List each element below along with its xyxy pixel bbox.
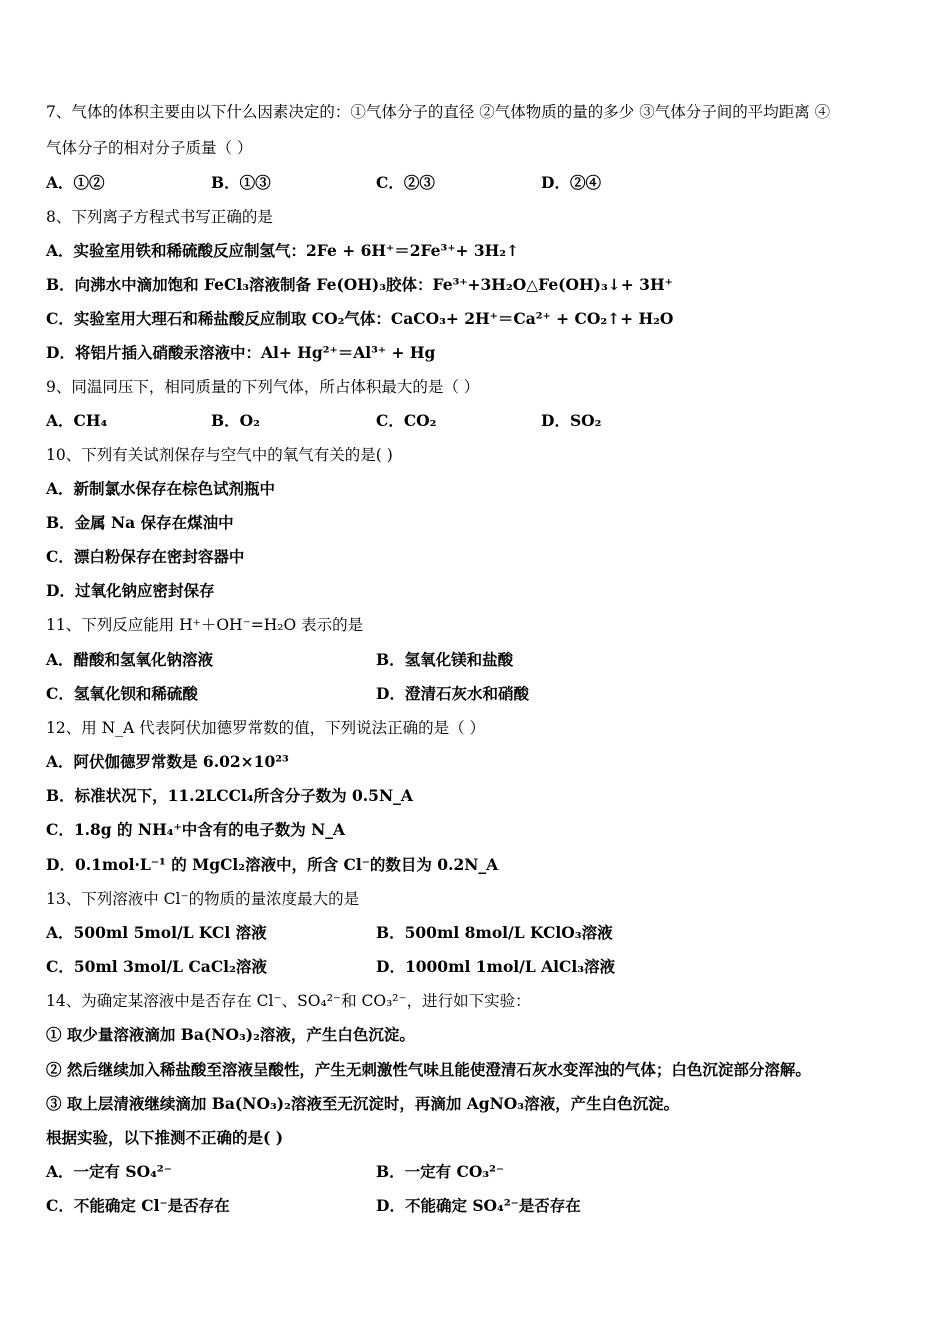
- q14-question: 根据实验，以下推测不正确的是( ): [46, 1128, 284, 1147]
- q13-option-a[interactable]: A．500ml 5mol/L KCl 溶液: [46, 923, 267, 942]
- q7-option-a[interactable]: A．①②: [46, 173, 105, 192]
- q11-option-d[interactable]: D．澄清石灰水和硝酸: [376, 684, 529, 703]
- q8-stem: 8、下列离子方程式书写正确的是: [46, 208, 273, 226]
- q14-option-d[interactable]: D．不能确定 SO₄²⁻是否存在: [376, 1196, 581, 1215]
- q11-option-a[interactable]: A．醋酸和氢氧化钠溶液: [46, 650, 214, 669]
- q11-option-c[interactable]: C．氢氧化钡和稀硫酸: [46, 684, 198, 703]
- q13-option-c[interactable]: C．50ml 3mol/L CaCl₂溶液: [46, 957, 267, 976]
- q13-option-d[interactable]: D．1000ml 1mol/L AlCl₃溶液: [376, 957, 616, 976]
- q11-option-b[interactable]: B．氢氧化镁和盐酸: [376, 650, 514, 669]
- q7-option-d[interactable]: D．②④: [541, 173, 601, 192]
- q13-stem: 13、下列溶液中 Cl⁻的物质的量浓度最大的是: [46, 890, 360, 908]
- q14-option-b[interactable]: B．一定有 CO₃²⁻: [376, 1162, 505, 1181]
- q7-option-c[interactable]: C．②③: [376, 173, 435, 192]
- q10-option-c[interactable]: C．漂白粉保存在密封容器中: [46, 547, 245, 566]
- q10-option-b[interactable]: B．金属 Na 保存在煤油中: [46, 513, 234, 532]
- q14-stem: 14、为确定某溶液中是否存在 Cl⁻、SO₄²⁻和 CO₃²⁻，进行如下实验：: [46, 992, 531, 1010]
- q14-option-c[interactable]: C．不能确定 Cl⁻是否存在: [46, 1196, 230, 1215]
- q11-stem: 11、下列反应能用 H⁺＋OH⁻=H₂O 表示的是: [46, 616, 364, 634]
- q8-option-b[interactable]: B．向沸水中滴加饱和 FeCl₃溶液制备 Fe(OH)₃胶体：Fe³⁺+3H₂O△Fe(OH)₃↓+ 3H⁺: [46, 275, 673, 294]
- q10-stem: 10、下列有关试剂保存与空气中的氧气有关的是( ): [46, 446, 393, 464]
- q12-option-c[interactable]: C．1.8g 的 NH₄⁺中含有的电子数为 N_A: [46, 820, 346, 839]
- q8-option-c[interactable]: C．实验室用大理石和稀盐酸反应制取 CO₂气体：CaCO₃+ 2H⁺＝Ca²⁺ + CO₂↑+ H₂O: [46, 309, 674, 328]
- q7-stem-cont: 气体分子的相对分子质量（ ）: [46, 139, 253, 157]
- q8-option-a[interactable]: A．实验室用铁和稀硫酸反应制氢气：2Fe + 6H⁺＝2Fe³⁺+ 3H₂↑: [46, 241, 520, 260]
- q12-option-a[interactable]: A．阿伏伽德罗常数是 6.02×10²³: [46, 752, 289, 771]
- q14-option-a[interactable]: A．一定有 SO₄²⁻: [46, 1162, 172, 1181]
- q10-option-d[interactable]: D．过氧化钠应密封保存: [46, 581, 215, 600]
- q9-option-c[interactable]: C．CO₂: [376, 411, 437, 430]
- q12-option-b[interactable]: B．标准状况下，11.2LCCl₄所含分子数为 0.5N_A: [46, 786, 413, 805]
- q8-option-d[interactable]: D．将铝片插入硝酸汞溶液中：Al+ Hg²⁺＝Al³⁺ + Hg: [46, 343, 436, 362]
- q9-option-b[interactable]: B．O₂: [211, 411, 260, 430]
- q9-stem: 9、同温同压下，相同质量的下列气体，所占体积最大的是（ ）: [46, 378, 480, 396]
- q7-stem: 7、气体的体积主要由以下什么因素决定的：①气体分子的直径 ②气体物质的量的多少 ③气体分子间的平均距离 ④: [46, 103, 831, 121]
- q12-option-d[interactable]: D．0.1mol·L⁻¹ 的 MgCl₂溶液中，所含 Cl⁻的数目为 0.2N_A: [46, 855, 499, 874]
- q10-option-a[interactable]: A．新制氯水保存在棕色试剂瓶中: [46, 479, 276, 498]
- q14-step-1: ① 取少量溶液滴加 Ba(NO₃)₂溶液，产生白色沉淀。: [46, 1025, 415, 1044]
- q14-step-3: ③ 取上层清液继续滴加 Ba(NO₃)₂溶液至无沉淀时，再滴加 AgNO₃溶液，产生白色沉淀。: [46, 1094, 680, 1113]
- q9-option-a[interactable]: A．CH₄: [46, 411, 108, 430]
- q12-stem: 12、用 N_A 代表阿伏加德罗常数的值，下列说法正确的是（ ）: [46, 719, 486, 737]
- q7-option-b[interactable]: B．①③: [211, 173, 271, 192]
- q9-option-d[interactable]: D．SO₂: [541, 411, 602, 430]
- q14-step-2: ② 然后继续加入稀盐酸至溶液呈酸性，产生无刺激性气味且能使澄清石灰水变浑浊的气体；白色沉淀部分溶解。: [46, 1060, 811, 1079]
- q13-option-b[interactable]: B．500ml 8mol/L KClO₃溶液: [376, 923, 613, 942]
